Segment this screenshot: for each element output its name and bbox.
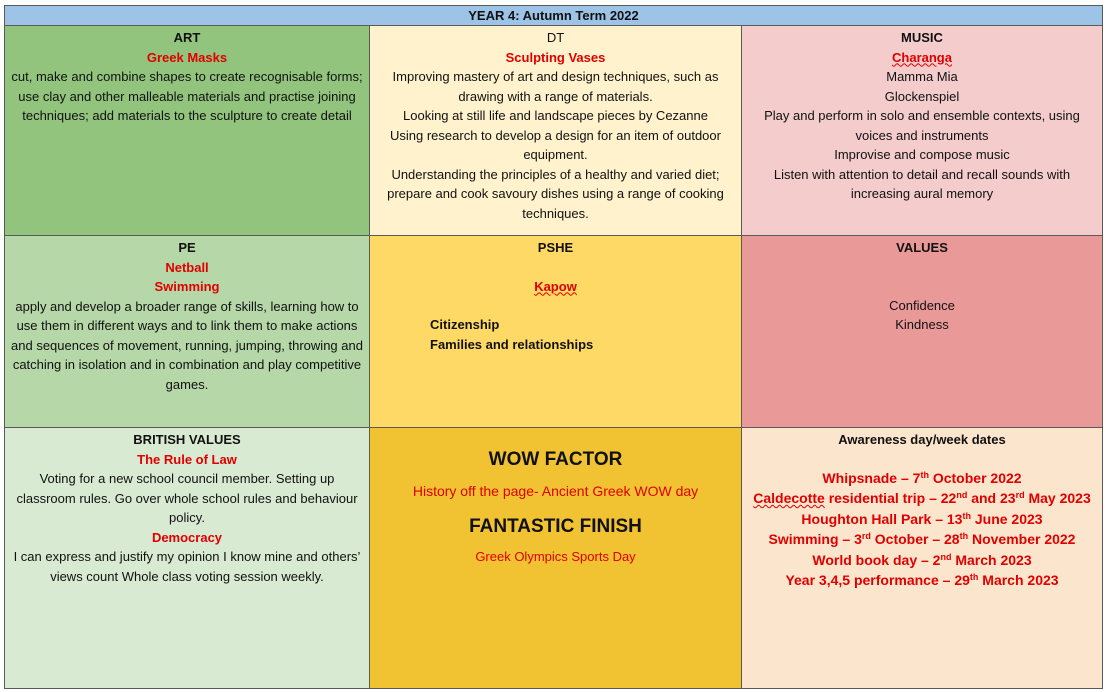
pe-subtitle-swimming: Swimming: [154, 279, 220, 294]
music-line: Play and perform in solo and ensemble contexts, using voices and instruments: [764, 108, 1080, 143]
dt-paragraph: Understanding the principles of a healthy and varied diet; prepare and cook savoury dishes using a range of cooking techniques.: [387, 166, 724, 221]
dt-paragraph: Using research to develop a design for an item of outdoor equipment.: [390, 127, 721, 162]
music-cell: [741, 25, 1103, 236]
music-line: Listen with attention to detail and recall sounds with increasing aural memory: [773, 166, 1071, 201]
british-values-body-rule-of-law: Voting for a new school council member. Setting up classroom rules. Go over whole school rules and behaviour policy.: [16, 471, 358, 525]
awareness-dates-cell: [741, 427, 1103, 689]
pshe-title: PSHE: [537, 240, 574, 255]
wow-factor-title: WOW FACTOR: [488, 449, 623, 470]
date-caldecotte: Caldecotte residential trip – 22nd and 23rd May 2023: [753, 490, 1091, 506]
dt-paragraph: Improving mastery of art and design techniques, such as drawing with a range of materials.: [392, 69, 719, 104]
term-overview-sheet: [4, 5, 1103, 689]
pe-cell: [4, 235, 370, 428]
music-line: Mamma Mia: [886, 69, 958, 84]
awareness-title: Awareness day/week dates: [838, 432, 1006, 447]
british-values-body-democracy: I can express and justify my opinion I know mine and others’ views count Whole class voting session weekly.: [13, 549, 361, 584]
british-values-subtitle-democracy: Democracy: [151, 529, 223, 545]
values-item-kindness: Kindness: [895, 317, 949, 332]
wow-factor-cell: [369, 427, 742, 689]
art-body: cut, make and combine shapes to create recognisable forms; use clay and other malleable materials and practise joining techniques; add materials to the sculpture to create detail: [11, 69, 363, 123]
british-values-title: BRITISH VALUES: [133, 432, 241, 447]
dt-cell: [369, 25, 742, 236]
date-houghton-hall: Houghton Hall Park – 13th June 2023: [801, 510, 1043, 527]
pshe-subtitle: Kapow: [534, 278, 577, 294]
date-swimming: Swimming – 3rd October – 28th November 2022: [768, 531, 1076, 547]
date-performance: Year 3,4,5 performance – 29th March 2023: [785, 572, 1059, 588]
pshe-item-families: Families and relationships: [430, 336, 594, 352]
values-cell: [741, 235, 1103, 428]
values-item-confidence: Confidence: [889, 297, 955, 313]
art-title: ART: [173, 30, 201, 45]
british-values-subtitle-rule-of-law: The Rule of Law: [137, 451, 237, 467]
music-line: Glockenspiel: [884, 88, 960, 104]
pe-subtitle-netball: Netball: [165, 259, 209, 275]
date-world-book-day: World book day – 2nd March 2023: [812, 551, 1032, 568]
dt-subtitle: Sculpting Vases: [505, 49, 606, 65]
pshe-item-citizenship: Citizenship: [430, 317, 500, 332]
music-line: Improvise and compose music: [834, 147, 1010, 162]
term-title: YEAR 4: Autumn Term 2022: [4, 5, 1103, 26]
dt-paragraph: Looking at still life and landscape pieces by Cezanne: [403, 108, 708, 123]
date-whipsnade: Whipsnade – 7th October 2022: [822, 469, 1022, 486]
british-values-cell: [4, 427, 370, 689]
pe-title: PE: [178, 240, 196, 255]
art-cell: [4, 25, 370, 236]
dt-title: DT: [546, 30, 565, 45]
fantastic-finish-title: FANTASTIC FINISH: [469, 516, 642, 537]
pshe-cell: [369, 235, 742, 428]
art-subtitle: Greek Masks: [146, 49, 228, 65]
music-subtitle: Charanga: [892, 49, 952, 65]
values-title: VALUES: [896, 240, 948, 255]
wow-factor-text: History off the page- Ancient Greek WOW day: [412, 482, 699, 499]
fantastic-finish-text: Greek Olympics Sports Day: [475, 548, 636, 564]
music-title: MUSIC: [901, 30, 943, 45]
pe-body: apply and develop a broader range of skills, learning how to use them in different ways and to link them to make actions and sequences of movement, running, jumping, throwing and catching in isolation and in combination and play competitive games.: [11, 298, 363, 392]
